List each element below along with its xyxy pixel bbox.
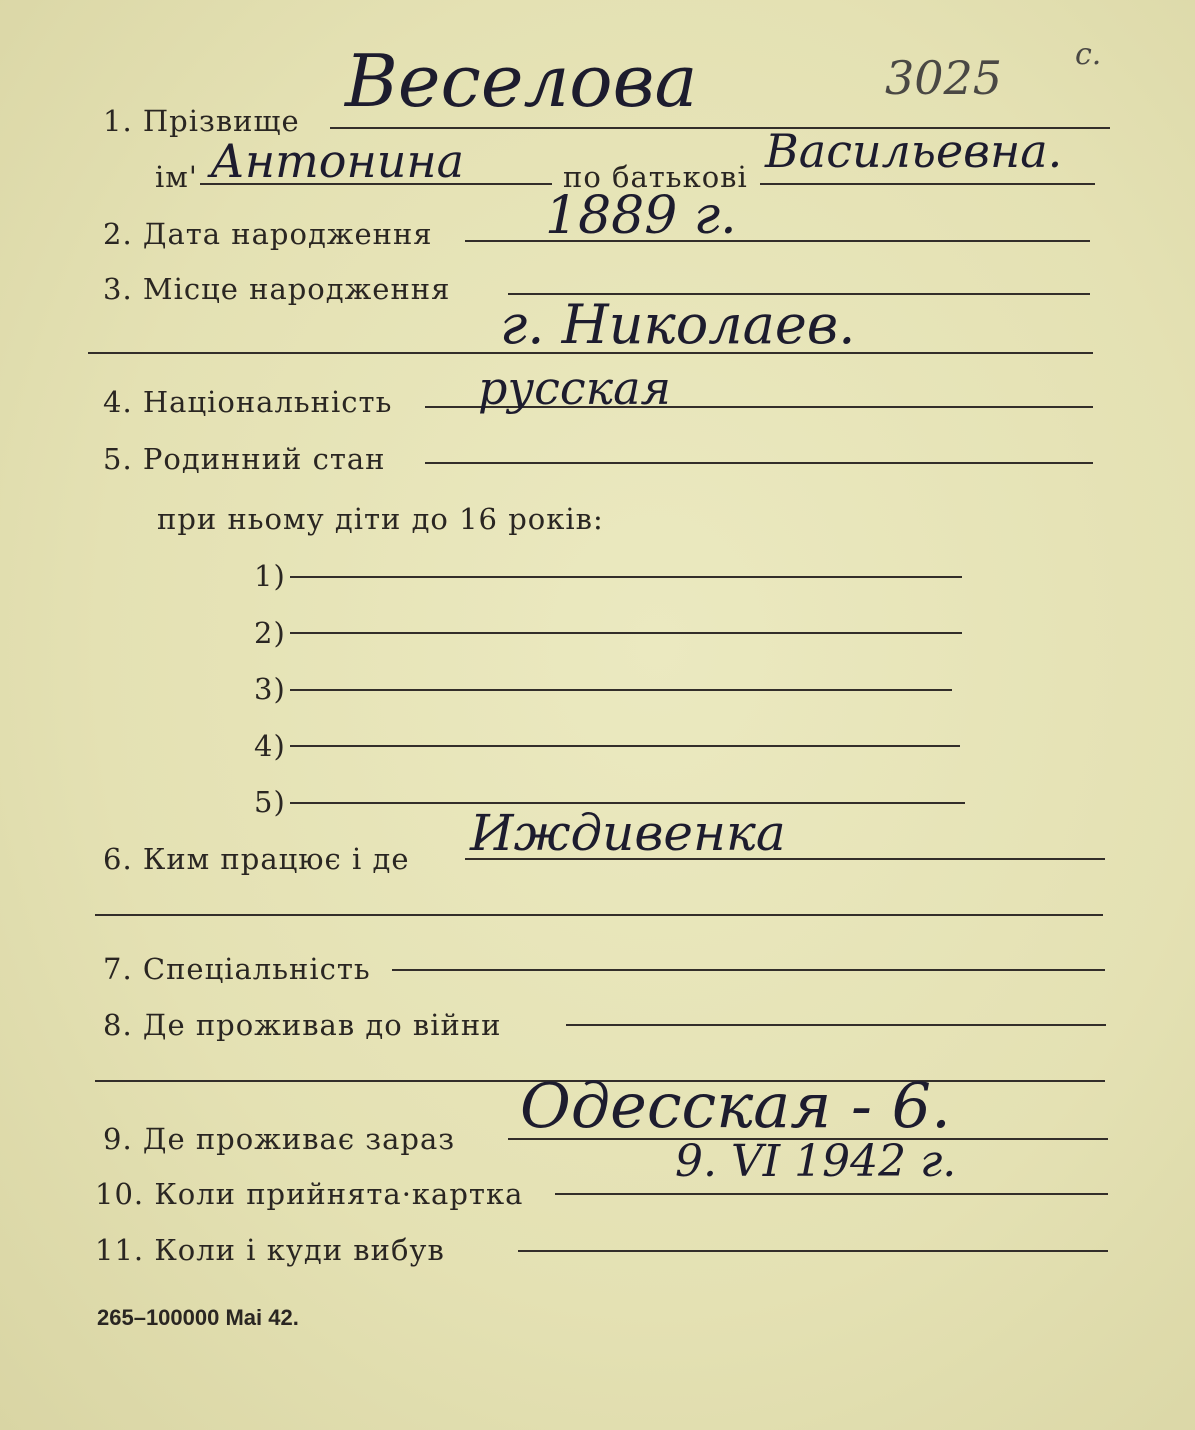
child-4-label: 4) [254, 729, 286, 763]
patronymic-line [760, 183, 1095, 185]
card-accepted-value: 9. VI 1942 г. [675, 1136, 957, 1187]
specialty-label: 7. Спеціальність [103, 952, 371, 986]
first-name-label: ім' [155, 160, 198, 194]
patronymic-value: Васильевна. [765, 124, 1063, 178]
surname-label: 1. Прізвище [103, 104, 300, 138]
card-number: 3025 [885, 51, 1003, 105]
departure-label: 11. Коли і куди вибув [95, 1233, 445, 1267]
current-address-label: 9. Де проживає зараз [103, 1122, 456, 1156]
prewar-address-label: 8. Де проживав до війни [103, 1008, 502, 1042]
child-5-label: 5) [254, 785, 286, 819]
card-number-suffix: с. [1075, 37, 1102, 72]
current-address-value: Одесская - 6. [520, 1069, 951, 1142]
birth-date-value: 1889 г. [545, 186, 737, 246]
marital-status-line [425, 462, 1093, 464]
specialty-line [392, 969, 1105, 971]
marital-status-label: 5. Родинний стан [103, 442, 386, 476]
first-name-value: Антонина [210, 134, 465, 188]
child-2-line [290, 632, 962, 634]
birth-place-value: г. Николаев. [500, 293, 856, 356]
surname-value: Веселова [345, 39, 698, 123]
occupation-value: Иждивенка [470, 804, 786, 862]
prewar-address-line [566, 1024, 1106, 1026]
child-1-line [290, 576, 962, 578]
print-footer: 265–100000 Mai 42. [97, 1305, 299, 1330]
occupation-line-2 [95, 914, 1103, 916]
child-1-label: 1) [254, 559, 286, 593]
nationality-value: русская [478, 361, 672, 415]
occupation-label: 6. Ким працює і де [103, 842, 410, 876]
birth-date-label: 2. Дата народження [103, 217, 433, 251]
card-accepted-label: 10. Коли прийнята·картка [95, 1177, 524, 1211]
child-3-line [290, 689, 952, 691]
child-3-label: 3) [254, 672, 286, 706]
card-accepted-line [555, 1193, 1108, 1195]
birth-place-label: 3. Місце народження [103, 272, 451, 306]
patronymic-label: по батькові [563, 160, 748, 194]
nationality-label: 4. Національність [103, 385, 393, 419]
child-2-label: 2) [254, 616, 286, 650]
children-label: при ньому діти до 16 років: [157, 502, 604, 536]
child-4-line [290, 745, 960, 747]
departure-line [518, 1250, 1108, 1252]
